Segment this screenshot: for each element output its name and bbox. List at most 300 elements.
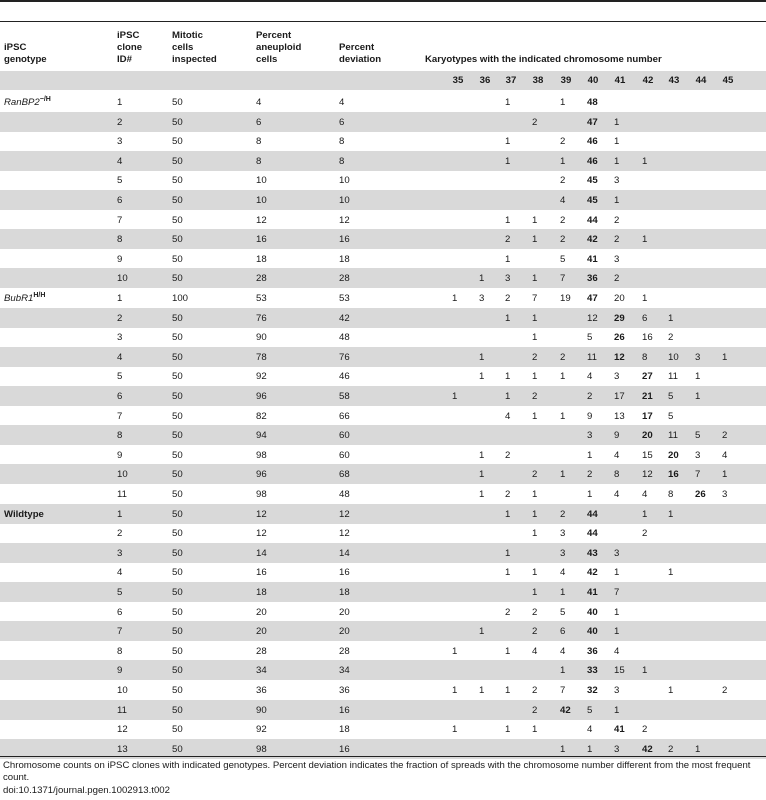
karyotype-count: 12 xyxy=(587,313,598,324)
karyotype-count: 12 xyxy=(614,352,625,363)
karyotype-count: 10 xyxy=(668,352,679,363)
genotype-name: RanBP2 xyxy=(4,97,40,108)
karyotype-count: 1 xyxy=(668,685,674,696)
karyotype-count: 3 xyxy=(722,489,728,500)
percent-aneuploid: 90 xyxy=(256,332,267,343)
mitotic-count: 50 xyxy=(172,430,183,441)
karyotype-count: 20 xyxy=(642,430,653,441)
percent-deviation: 8 xyxy=(339,136,345,147)
karyotype-count: 1 xyxy=(479,685,485,696)
percent-deviation: 46 xyxy=(339,371,350,382)
mitotic-count: 50 xyxy=(172,450,183,461)
karyotype-count: 17 xyxy=(614,391,625,402)
karyotype-count: 1 xyxy=(505,136,511,147)
percent-aneuploid: 18 xyxy=(256,254,267,265)
header-genotype-line: genotype xyxy=(4,54,47,65)
mitotic-count: 50 xyxy=(172,411,183,422)
karyotype-count: 2 xyxy=(532,705,538,716)
karyotype-count: 3 xyxy=(614,744,620,755)
karyotype-count: 2 xyxy=(668,744,674,755)
karyotype-count: 16 xyxy=(668,469,679,480)
karyotype-count: 1 xyxy=(668,313,674,324)
percent-deviation: 34 xyxy=(339,665,350,676)
karyotype-count: 2 xyxy=(532,469,538,480)
karyotype-count: 1 xyxy=(505,391,511,402)
karyotype-count: 4 xyxy=(722,450,728,461)
clone-id: 8 xyxy=(117,234,123,245)
percent-aneuploid: 78 xyxy=(256,352,267,363)
karyotype-count: 1 xyxy=(695,744,701,755)
chromosome-number-header: 41 xyxy=(614,75,626,86)
karyotype-count: 1 xyxy=(642,234,648,245)
karyotype-count: 5 xyxy=(587,705,593,716)
percent-aneuploid: 90 xyxy=(256,705,267,716)
header-genotype-line: iPSC xyxy=(4,42,27,53)
karyotype-count: 1 xyxy=(614,626,620,637)
clone-id: 11 xyxy=(117,705,127,716)
percent-aneuploid: 92 xyxy=(256,371,267,382)
mitotic-count: 50 xyxy=(172,509,183,520)
percent-aneuploid: 53 xyxy=(256,293,267,304)
percent-aneuploid: 34 xyxy=(256,665,267,676)
karyotype-count: 1 xyxy=(452,646,458,657)
karyotype-count: 2 xyxy=(505,293,511,304)
chromosome-number-header: 37 xyxy=(505,75,517,86)
percent-deviation: 12 xyxy=(339,509,350,520)
percent-deviation: 14 xyxy=(339,548,350,559)
genotype-superscript: −/H xyxy=(39,95,51,103)
header-aneuploid-line: Percent xyxy=(256,30,292,41)
karyotype-count: 3 xyxy=(614,685,620,696)
karyotype-count: 12 xyxy=(642,469,653,480)
karyotype-count: 1 xyxy=(505,313,511,324)
karyotype-count: 2 xyxy=(532,607,538,618)
karyotype-count: 1 xyxy=(668,567,674,578)
karyotype-count: 4 xyxy=(505,411,511,422)
mitotic-count: 50 xyxy=(172,352,183,363)
karyotype-count: 2 xyxy=(505,234,511,245)
percent-aneuploid: 16 xyxy=(256,567,267,578)
karyotype-count: 5 xyxy=(668,411,674,422)
karyotype-count: 3 xyxy=(614,254,620,265)
karyotype-count: 44 xyxy=(587,215,598,226)
karyotype-count: 17 xyxy=(642,411,653,422)
chromosome-number-header: 38 xyxy=(532,75,544,86)
karyotype-count: 11 xyxy=(668,430,678,441)
percent-aneuploid: 6 xyxy=(256,117,262,128)
karyotype-count: 44 xyxy=(587,509,598,520)
karyotype-count: 1 xyxy=(614,195,620,206)
clone-id: 6 xyxy=(117,195,123,206)
karyotype-count: 1 xyxy=(532,313,538,324)
karyotype-count: 1 xyxy=(505,254,511,265)
percent-aneuploid: 98 xyxy=(256,450,267,461)
karyotype-count: 1 xyxy=(560,665,566,676)
percent-aneuploid: 92 xyxy=(256,724,267,735)
karyotype-count: 2 xyxy=(668,332,674,343)
percent-aneuploid: 18 xyxy=(256,587,267,598)
percent-aneuploid: 98 xyxy=(256,744,267,755)
karyotype-count: 1 xyxy=(532,528,538,539)
percent-aneuploid: 14 xyxy=(256,548,267,559)
karyotype-count: 13 xyxy=(614,411,625,422)
mitotic-count: 50 xyxy=(172,469,183,480)
clone-id: 6 xyxy=(117,391,123,402)
karyotype-count: 7 xyxy=(532,293,538,304)
karyotype-count: 3 xyxy=(560,528,566,539)
percent-deviation: 10 xyxy=(339,175,350,186)
karyotype-count: 2 xyxy=(532,626,538,637)
percent-deviation: 58 xyxy=(339,391,350,402)
karyotype-count: 2 xyxy=(505,607,511,618)
karyotype-count: 1 xyxy=(532,489,538,500)
karyotype-count: 3 xyxy=(614,548,620,559)
karyotype-count: 41 xyxy=(587,587,598,598)
karyotype-count: 1 xyxy=(505,97,511,108)
karyotype-count: 47 xyxy=(587,117,598,128)
chromosome-number-header: 45 xyxy=(722,75,734,86)
header-clone-line: clone xyxy=(117,42,143,53)
karyotype-count: 2 xyxy=(505,450,511,461)
percent-deviation: 12 xyxy=(339,215,350,226)
karyotype-count: 1 xyxy=(452,685,458,696)
karyotype-count: 36 xyxy=(587,646,598,657)
percent-deviation: 20 xyxy=(339,626,350,637)
karyotype-count: 1 xyxy=(505,724,511,735)
karyotype-count: 1 xyxy=(587,744,593,755)
karyotype-count: 45 xyxy=(587,175,598,186)
karyotype-count: 1 xyxy=(560,469,566,480)
karyotype-count: 1 xyxy=(722,352,728,363)
percent-aneuploid: 96 xyxy=(256,469,267,480)
percent-aneuploid: 96 xyxy=(256,391,267,402)
header-deviation-line: Percent xyxy=(339,42,375,53)
clone-id: 2 xyxy=(117,117,123,128)
percent-deviation: 60 xyxy=(339,450,350,461)
karyotype-count: 2 xyxy=(614,234,620,245)
karyotype-count: 7 xyxy=(560,273,566,284)
chromosome-number-header: 39 xyxy=(560,75,572,86)
clone-id: 10 xyxy=(117,273,128,284)
karyotype-count: 7 xyxy=(695,469,701,480)
karyotype-count: 1 xyxy=(505,685,511,696)
karyotype-count: 1 xyxy=(479,450,485,461)
percent-deviation: 10 xyxy=(339,195,350,206)
karyotype-count: 16 xyxy=(642,332,653,343)
karyotype-count: 2 xyxy=(560,234,566,245)
karyotype-count: 3 xyxy=(695,352,701,363)
mitotic-count: 50 xyxy=(172,156,183,167)
karyotype-count: 2 xyxy=(587,391,593,402)
karyotype-count: 3 xyxy=(560,548,566,559)
clone-id: 1 xyxy=(117,97,123,108)
karyotype-count: 1 xyxy=(532,724,538,735)
row-shade xyxy=(0,268,766,288)
karyotype-count: 1 xyxy=(479,273,485,284)
mitotic-count: 50 xyxy=(172,567,183,578)
percent-deviation: 18 xyxy=(339,724,350,735)
karyotype-count: 2 xyxy=(642,724,648,735)
karyotype-count: 1 xyxy=(532,509,538,520)
percent-aneuploid: 16 xyxy=(256,234,267,245)
karyotype-count: 2 xyxy=(532,685,538,696)
mitotic-count: 50 xyxy=(172,724,183,735)
karyotype-count: 47 xyxy=(587,293,598,304)
mitotic-count: 50 xyxy=(172,117,183,128)
karyotype-count: 1 xyxy=(452,724,458,735)
karyotype-count: 1 xyxy=(532,371,538,382)
row-shade xyxy=(0,582,766,602)
mitotic-count: 50 xyxy=(172,215,183,226)
karyotype-count: 1 xyxy=(479,489,485,500)
row-shade xyxy=(0,700,766,720)
karyotype-count: 2 xyxy=(642,528,648,539)
karyotype-count: 1 xyxy=(695,371,701,382)
karyotype-count: 3 xyxy=(695,450,701,461)
karyotype-count: 4 xyxy=(642,489,648,500)
karyotype-count: 32 xyxy=(587,685,598,696)
percent-deviation: 8 xyxy=(339,156,345,167)
header-mitotic-line: Mitotic xyxy=(172,30,203,41)
karyotype-count: 1 xyxy=(479,352,485,363)
mitotic-count: 50 xyxy=(172,665,183,676)
karyotype-count: 4 xyxy=(560,567,566,578)
karyotype-count: 1 xyxy=(560,371,566,382)
karyotype-count: 11 xyxy=(587,352,597,363)
header-clone-line: ID# xyxy=(117,54,132,65)
percent-deviation: 6 xyxy=(339,117,345,128)
karyotype-count: 36 xyxy=(587,273,598,284)
header-karyotypes: Karyotypes with the indicated chromosome number xyxy=(425,54,662,65)
karyotype-count: 2 xyxy=(560,352,566,363)
clone-id: 3 xyxy=(117,136,123,147)
karyotype-count: 5 xyxy=(668,391,674,402)
karyotype-count: 48 xyxy=(587,97,598,108)
mitotic-count: 50 xyxy=(172,391,183,402)
percent-deviation: 76 xyxy=(339,352,350,363)
karyotype-count: 5 xyxy=(560,254,566,265)
percent-aneuploid: 36 xyxy=(256,685,267,696)
karyotype-count: 1 xyxy=(505,646,511,657)
percent-aneuploid: 20 xyxy=(256,607,267,618)
header-aneuploid-line: cells xyxy=(256,54,278,65)
karyotype-count: 2 xyxy=(560,175,566,186)
karyotype-count: 1 xyxy=(505,371,511,382)
karyotype-count: 4 xyxy=(560,646,566,657)
karyotype-count: 1 xyxy=(505,156,511,167)
percent-deviation: 28 xyxy=(339,646,350,657)
mitotic-count: 50 xyxy=(172,705,183,716)
mitotic-count: 50 xyxy=(172,744,183,755)
karyotype-count: 3 xyxy=(614,175,620,186)
genotype-label xyxy=(4,97,51,108)
karyotype-count: 1 xyxy=(505,509,511,520)
karyotype-count: 15 xyxy=(614,665,625,676)
percent-deviation: 16 xyxy=(339,705,350,716)
karyotype-count: 3 xyxy=(479,293,485,304)
karyotype-count: 2 xyxy=(722,430,728,441)
karyotype-count: 4 xyxy=(614,489,620,500)
header-rule xyxy=(0,21,766,22)
karyotype-count: 1 xyxy=(642,293,648,304)
karyotype-count: 21 xyxy=(642,391,653,402)
karyotype-count: 1 xyxy=(505,215,511,226)
karyotype-count: 1 xyxy=(479,371,485,382)
mitotic-count: 50 xyxy=(172,313,183,324)
karyotype-count: 1 xyxy=(695,391,701,402)
clone-id: 8 xyxy=(117,646,123,657)
karyotype-count: 1 xyxy=(560,587,566,598)
karyotype-count: 2 xyxy=(532,352,538,363)
karyotype-count: 42 xyxy=(587,567,598,578)
karyotype-count: 1 xyxy=(479,626,485,637)
karyotype-count: 1 xyxy=(614,117,620,128)
mitotic-count: 50 xyxy=(172,371,183,382)
karyotype-count: 29 xyxy=(614,313,625,324)
karyotype-count: 4 xyxy=(614,450,620,461)
karyotype-count: 8 xyxy=(668,489,674,500)
karyotype-count: 1 xyxy=(614,136,620,147)
karyotype-count: 1 xyxy=(452,391,458,402)
row-shade xyxy=(0,543,766,563)
clone-id: 4 xyxy=(117,567,123,578)
clone-id: 9 xyxy=(117,450,123,461)
karyotype-count: 1 xyxy=(614,567,620,578)
karyotype-count: 40 xyxy=(587,607,598,618)
karyotype-count: 1 xyxy=(532,567,538,578)
percent-deviation: 42 xyxy=(339,313,350,324)
chromosome-number-header: 43 xyxy=(668,75,680,86)
karyotype-count: 1 xyxy=(532,332,538,343)
karyotype-count: 2 xyxy=(722,685,728,696)
percent-deviation: 12 xyxy=(339,528,350,539)
header-clone-line: iPSC xyxy=(117,30,140,41)
clone-id: 3 xyxy=(117,548,123,559)
karyotype-count: 1 xyxy=(532,234,538,245)
clone-id: 13 xyxy=(117,744,128,755)
row-shade xyxy=(0,190,766,210)
karyotype-count: 4 xyxy=(560,195,566,206)
percent-deviation: 28 xyxy=(339,273,350,284)
karyotype-count: 26 xyxy=(614,332,625,343)
percent-deviation: 18 xyxy=(339,587,350,598)
mitotic-count: 50 xyxy=(172,97,183,108)
karyotype-count: 5 xyxy=(587,332,593,343)
mitotic-count: 50 xyxy=(172,332,183,343)
percent-deviation: 16 xyxy=(339,234,350,245)
percent-deviation: 68 xyxy=(339,469,350,480)
percent-deviation: 16 xyxy=(339,744,350,755)
karyotype-count: 1 xyxy=(560,97,566,108)
clone-id: 5 xyxy=(117,587,123,598)
percent-aneuploid: 10 xyxy=(256,175,267,186)
clone-id: 6 xyxy=(117,607,123,618)
chromosome-number-header: 44 xyxy=(695,75,707,86)
karyotype-count: 8 xyxy=(614,469,620,480)
karyotype-count: 44 xyxy=(587,528,598,539)
clone-id: 7 xyxy=(117,626,123,637)
karyotype-count: 20 xyxy=(668,450,679,461)
mitotic-count: 50 xyxy=(172,234,183,245)
karyotype-count: 2 xyxy=(532,117,538,128)
karyotype-count: 1 xyxy=(532,215,538,226)
karyotype-count: 1 xyxy=(479,469,485,480)
mitotic-count: 50 xyxy=(172,254,183,265)
row-shade xyxy=(0,112,766,132)
karyotype-count: 1 xyxy=(642,665,648,676)
karyotype-count: 1 xyxy=(505,567,511,578)
karyotype-count: 2 xyxy=(560,509,566,520)
clone-id: 9 xyxy=(117,254,123,265)
header-mitotic-line: inspected xyxy=(172,54,217,65)
karyotype-count: 4 xyxy=(532,646,538,657)
clone-id: 9 xyxy=(117,665,123,676)
karyotype-count: 1 xyxy=(560,411,566,422)
top-rule xyxy=(0,0,766,2)
clone-id: 5 xyxy=(117,371,123,382)
karyotype-count: 2 xyxy=(614,215,620,226)
karyotype-count: 41 xyxy=(614,724,625,735)
karyotype-count: 2 xyxy=(614,273,620,284)
mitotic-count: 50 xyxy=(172,273,183,284)
karyotype-count: 6 xyxy=(560,626,566,637)
percent-deviation: 60 xyxy=(339,430,350,441)
karyotype-count: 40 xyxy=(587,626,598,637)
percent-deviation: 4 xyxy=(339,97,345,108)
karyotype-count: 7 xyxy=(560,685,566,696)
karyotype-count: 1 xyxy=(642,509,648,520)
karyotype-count: 20 xyxy=(614,293,625,304)
clone-id: 5 xyxy=(117,175,123,186)
clone-id: 10 xyxy=(117,469,128,480)
clone-id: 7 xyxy=(117,411,123,422)
chromosome-number-header: 42 xyxy=(642,75,654,86)
karyotype-count: 1 xyxy=(722,469,728,480)
clone-id: 2 xyxy=(117,528,123,539)
karyotype-count: 2 xyxy=(532,391,538,402)
clone-id: 4 xyxy=(117,156,123,167)
mitotic-count: 50 xyxy=(172,626,183,637)
table-caption: Chromosome counts on iPSC clones with indicated genotypes. Percent deviation indicates the fraction of spreads with the chromosome number different from the most frequent count. xyxy=(3,760,751,783)
karyotype-count: 1 xyxy=(532,273,538,284)
clone-id: 8 xyxy=(117,430,123,441)
percent-deviation: 36 xyxy=(339,685,350,696)
percent-aneuploid: 8 xyxy=(256,136,262,147)
karyotype-count: 4 xyxy=(587,371,593,382)
karyotype-count: 9 xyxy=(587,411,593,422)
mitotic-count: 50 xyxy=(172,685,183,696)
genotype-name: Wildtype xyxy=(4,509,44,520)
karyotype-count: 1 xyxy=(452,293,458,304)
karyotype-count: 2 xyxy=(560,215,566,226)
karyotype-count: 6 xyxy=(642,313,648,324)
clone-id: 2 xyxy=(117,313,123,324)
karyotype-count: 19 xyxy=(560,293,571,304)
percent-aneuploid: 98 xyxy=(256,489,267,500)
mitotic-count: 50 xyxy=(172,528,183,539)
karyotype-count: 45 xyxy=(587,195,598,206)
percent-deviation: 20 xyxy=(339,607,350,618)
karyotype-count: 3 xyxy=(587,430,593,441)
karyotype-count: 33 xyxy=(587,665,598,676)
mitotic-count: 50 xyxy=(172,587,183,598)
karyotype-count: 1 xyxy=(668,509,674,520)
karyotype-count: 42 xyxy=(587,234,598,245)
percent-aneuploid: 28 xyxy=(256,646,267,657)
mitotic-count: 50 xyxy=(172,646,183,657)
percent-aneuploid: 8 xyxy=(256,156,262,167)
karyotype-count: 9 xyxy=(614,430,620,441)
